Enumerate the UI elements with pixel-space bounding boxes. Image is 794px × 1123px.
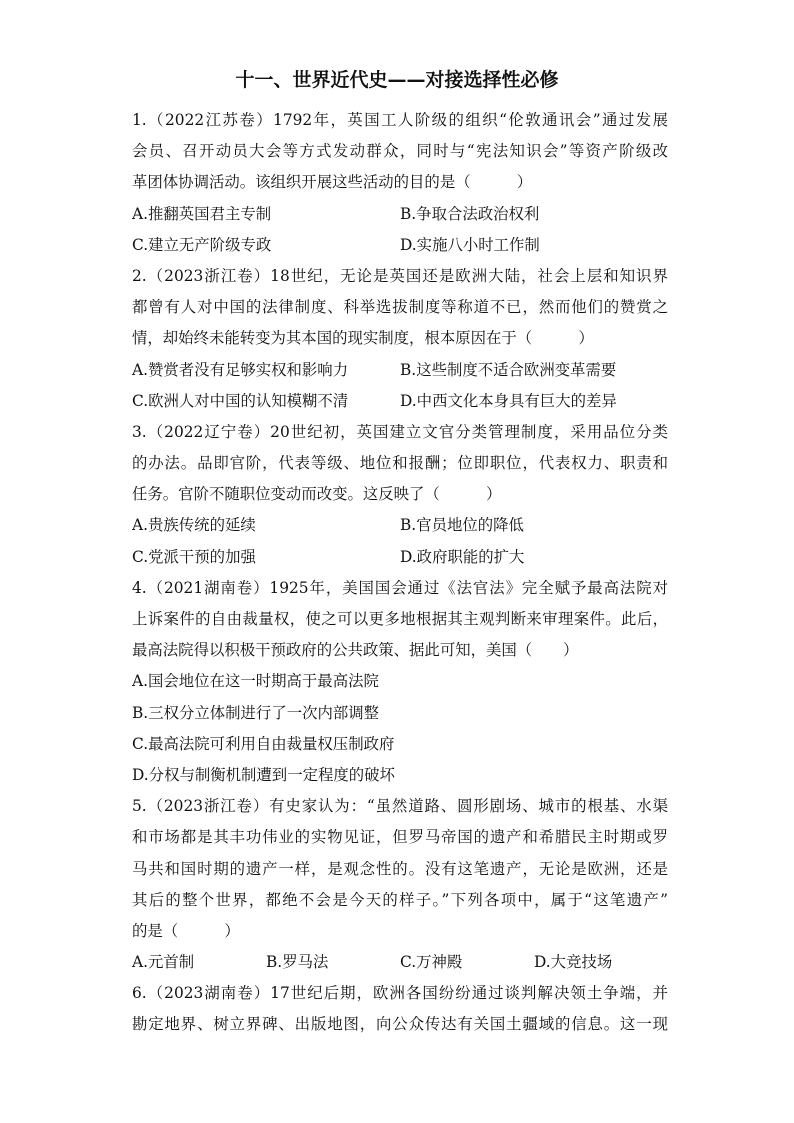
option-row xyxy=(132,510,668,541)
question-stem-line: 的是（ ） xyxy=(132,921,240,940)
question-stem-line: 情，却始终未能转变为其本国的现实制度，根本原因在于（ ） xyxy=(132,329,594,348)
option-row xyxy=(132,947,668,978)
question-list xyxy=(132,105,668,1041)
option-a: A.贵族传统的延续 xyxy=(132,516,256,535)
option-row xyxy=(132,542,668,573)
question-stem-line: 3.（2022辽宁卷）20世纪初，英国建立文官分类管理制度，采用品位分类 xyxy=(132,422,668,441)
option-row xyxy=(132,199,668,230)
question-stem-line: 最高法院得以积极干预政府的公共政策、据此可知，美国（ ） xyxy=(132,641,579,660)
option-b: B.争取合法政治权利 xyxy=(400,204,540,223)
option-d: D.分权与制衡机制遭到一定程度的破坏 xyxy=(132,765,395,784)
option-b: B.官员地位的降低 xyxy=(400,516,524,535)
option-c: C.党派干预的加强 xyxy=(132,547,256,566)
option-a: A.推翻英国君主专制 xyxy=(132,204,272,223)
option-d: D.政府职能的扩大 xyxy=(400,547,525,566)
option-d: D.实施八小时工作制 xyxy=(400,235,540,254)
question-stem-line: 任务。官阶不随职位变动而改变。这反映了（ ） xyxy=(132,485,502,504)
option-a: A.国会地位在这一时期高于最高法院 xyxy=(132,672,379,691)
question-6 xyxy=(132,978,668,1040)
question-stem-line: 马共和国时期的遗产一样，是观念性的。没有这笔遗产，无论是欧洲，还是 xyxy=(132,859,668,878)
question-stem-line: 都曾有人对中国的法律制度、科举选拔制度等称道不已，然而他们的赞赏之 xyxy=(132,298,668,317)
option-d: D.大竞技场 xyxy=(534,953,613,972)
question-stem-line: 4.（2021湖南卷）1925年，美国国会通过《法官法》完全赋予最高法院对 xyxy=(132,578,668,597)
option-a: A.元首制 xyxy=(132,953,195,972)
question-stem-line: 革团体协调活动。该组织开展这些活动的目的是（ ） xyxy=(132,173,533,192)
option-row xyxy=(132,355,668,386)
question-stem-line: 1.（2022江苏卷）1792年，英国工人阶级的组织“伦敦通讯会”通过发展 xyxy=(132,111,668,129)
option-b: B.这些制度不适合欧洲变革需要 xyxy=(400,360,617,379)
question-stem-line: 其后的整个世界，都绝不会是今天的样子。”下列各项中，属于“这笔遗产” xyxy=(132,890,668,909)
question-stem-line: 2.（2023浙江卷）18世纪，无论是英国还是欧洲大陆，社会上层和知识界 xyxy=(132,266,668,285)
question-stem-line: 勘定地界、树立界碑、出版地图，向公众传达有关国土疆域的信息。这一现 xyxy=(132,1015,668,1034)
question-stem-line: 5.（2023浙江卷）有史家认为：“虽然道路、圆形剧场、城市的根基、水渠 xyxy=(132,797,668,816)
question-stem-line: 上诉案件的自由裁量权，使之可以更多地根据其主观判断来审理案件。此后， xyxy=(132,610,668,628)
question-4 xyxy=(132,573,668,791)
question-stem-line: 6.（2023湖南卷）17世纪后期，欧洲各国纷纷通过谈判解决领土争端，并 xyxy=(132,984,668,1003)
option-b: B.罗马法 xyxy=(266,953,329,972)
question-stem-line: 会员、召开动员大会等方式发动群众，同时与“宪法知识会”等资产阶级改 xyxy=(132,142,668,161)
option-c: C.万神殿 xyxy=(400,953,463,972)
option-b: B.三权分立体制进行了一次内部调整 xyxy=(132,703,380,722)
option-d: D.中西文化本身具有巨大的差异 xyxy=(400,391,617,410)
option-row xyxy=(132,230,668,261)
question-stem-line: 和市场都是其丰功伟业的实物见证，但罗马帝国的遗产和希腊民主时期或罗 xyxy=(132,828,668,847)
question-2 xyxy=(132,261,668,417)
option-c: C.欧洲人对中国的认知模糊不清 xyxy=(132,391,349,410)
option-c: C.最高法院可利用自由裁量权压制政府 xyxy=(132,734,395,753)
question-stem-line: 的办法。品即官阶，代表等级、地位和报酬；位即职位，代表权力、职责和 xyxy=(132,454,668,473)
page-title: 十一、世界近代史——对接选择性必修 xyxy=(235,69,559,91)
question-1 xyxy=(132,105,668,261)
option-row xyxy=(132,386,668,417)
question-3 xyxy=(132,417,668,573)
question-5 xyxy=(132,791,668,978)
option-c: C.建立无产阶级专政 xyxy=(132,235,272,254)
option-a: A.赞赏者没有足够实权和影响力 xyxy=(132,360,349,379)
